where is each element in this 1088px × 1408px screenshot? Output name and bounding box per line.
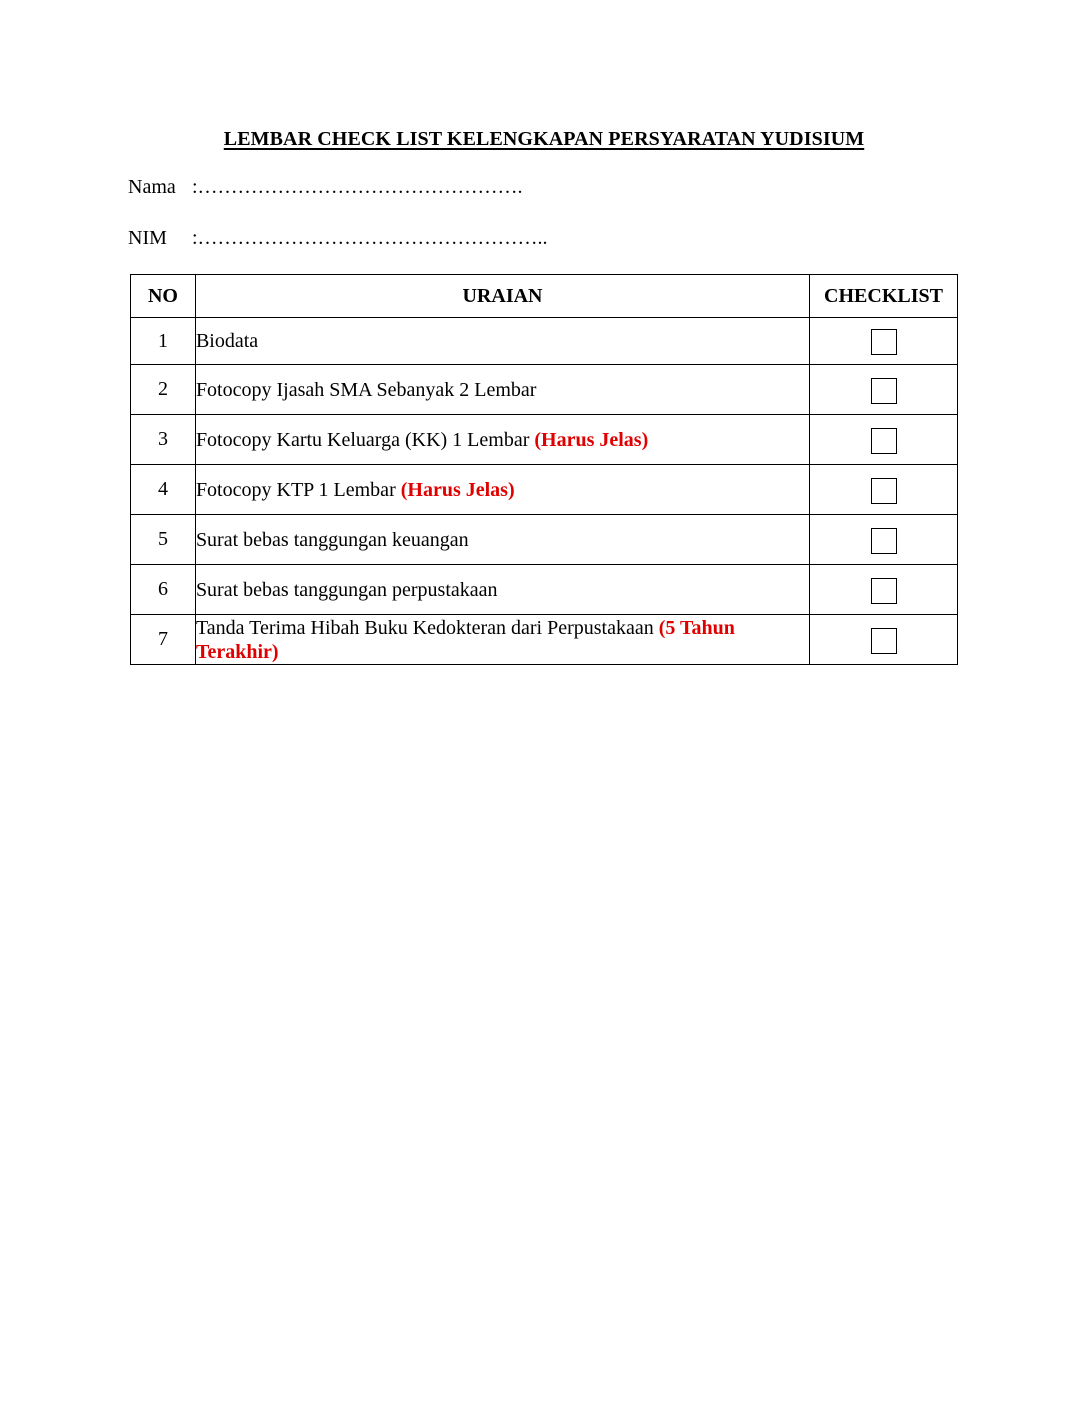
row-number: 6 <box>131 565 196 615</box>
checkbox-icon[interactable] <box>871 478 897 504</box>
row-text: Surat bebas tanggungan perpustakaan <box>195 578 498 601</box>
row-check-cell <box>810 365 958 415</box>
row-text: Surat bebas tanggungan keuangan <box>195 528 469 551</box>
document-title: LEMBAR CHECK LIST KELENGKAPAN PERSYARATAN YUDISIUM <box>223 128 865 150</box>
row-number: 2 <box>131 365 196 415</box>
row-description <box>195 365 809 415</box>
row-note: (Harus Jelas) <box>400 478 515 501</box>
row-text: Biodata <box>195 330 259 352</box>
row-check-cell <box>810 515 958 565</box>
row-text: Fotocopy Kartu Keluarga (KK) 1 Lembar <box>195 428 535 451</box>
row-number: 7 <box>131 615 196 665</box>
row-check-cell <box>810 415 958 465</box>
row-text: Fotocopy KTP 1 Lembar <box>195 478 401 501</box>
nim-label: NIM <box>128 227 167 249</box>
row-note: (Harus Jelas) <box>534 428 649 451</box>
table-row <box>131 565 958 615</box>
row-description <box>195 565 809 615</box>
header-uraian: URAIAN <box>195 275 809 318</box>
checkbox-icon[interactable] <box>871 528 897 554</box>
row-check-cell <box>810 615 958 665</box>
row-description <box>195 465 809 515</box>
row-text: Fotocopy Ijasah SMA Sebanyak 2 Lembar <box>195 378 537 401</box>
row-note: (5 Tahun Terakhir) <box>195 616 735 663</box>
row-description <box>195 615 809 665</box>
nim-value[interactable]: :…………………………………………….. <box>192 227 548 249</box>
row-description <box>195 318 809 365</box>
table-row <box>131 515 958 565</box>
row-description <box>195 415 809 465</box>
nama-label: Nama <box>128 176 176 198</box>
header-checklist: CHECKLIST <box>810 275 958 318</box>
row-number: 3 <box>131 415 196 465</box>
row-description <box>195 515 809 565</box>
row-check-cell <box>810 465 958 515</box>
checkbox-icon[interactable] <box>871 329 897 355</box>
nama-value[interactable]: :…………………………………………. <box>192 176 523 198</box>
header-no: NO <box>131 275 196 318</box>
checklist-table <box>130 274 958 665</box>
row-check-cell <box>810 565 958 615</box>
row-check-cell <box>810 318 958 365</box>
row-number: 4 <box>131 465 196 515</box>
table-row <box>131 465 958 515</box>
table-row <box>131 615 958 665</box>
nama-field <box>128 176 523 199</box>
table-row <box>131 318 958 365</box>
row-number: 5 <box>131 515 196 565</box>
table-header-row <box>131 275 958 318</box>
nim-field <box>128 227 548 250</box>
row-number: 1 <box>131 318 196 365</box>
checkbox-icon[interactable] <box>871 628 897 654</box>
row-text: Tanda Terima Hibah Buku Kedokteran dari Perpustakaan <box>195 616 659 639</box>
checkbox-icon[interactable] <box>871 378 897 404</box>
table-row <box>131 365 958 415</box>
table-row <box>131 415 958 465</box>
checkbox-icon[interactable] <box>871 428 897 454</box>
checkbox-icon[interactable] <box>871 578 897 604</box>
